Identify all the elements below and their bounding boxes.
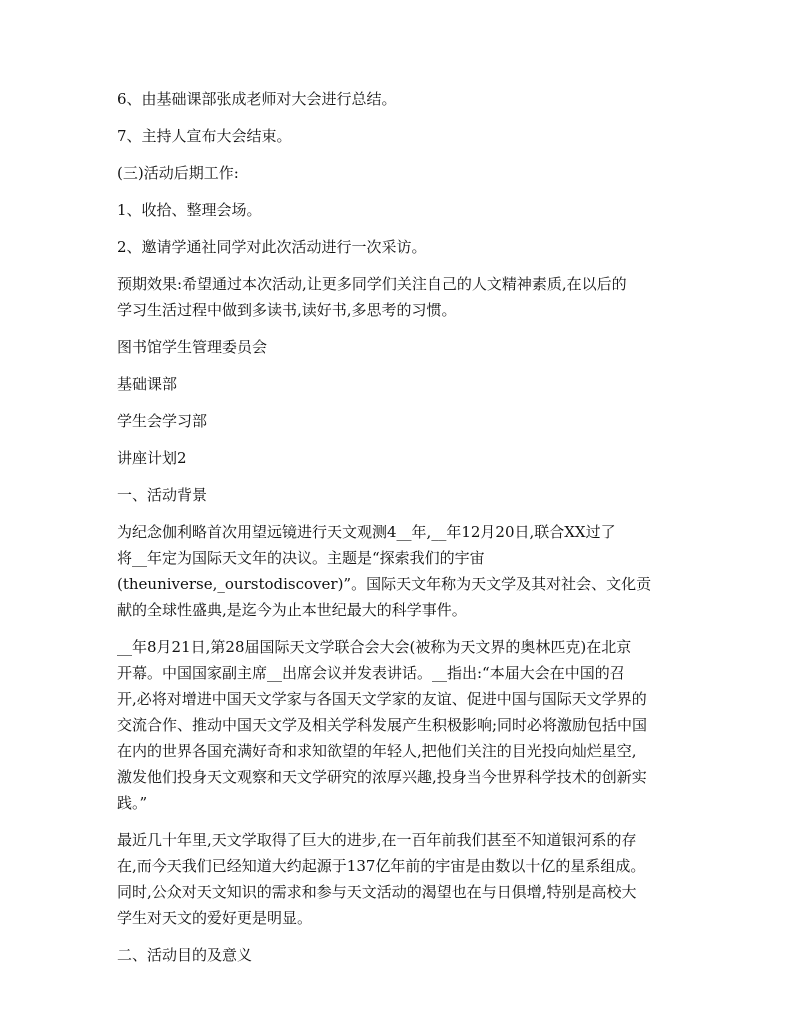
paragraph bbox=[117, 634, 677, 816]
text-line: 为纪念伽利略首次用望远镜进行天文观测4__年,__年12月20日,联合XX过了 bbox=[117, 523, 616, 541]
text-line: 6、由基础课部张成老师对大会进行总结。 bbox=[117, 90, 397, 108]
text-line: 2、邀请学通社同学对此次活动进行一次采访。 bbox=[117, 238, 427, 256]
paragraph bbox=[117, 197, 677, 223]
text-line: 图书馆学生管理委员会 bbox=[117, 338, 268, 356]
text-line: 学生会学习部 bbox=[117, 412, 208, 430]
paragraph bbox=[117, 160, 677, 186]
text-line: 同时,公众对天文知识的需求和参与天文活动的渴望也在与日俱增,特别是高校大 bbox=[117, 883, 637, 901]
text-line: 学生对天文的爱好更是明显。 bbox=[117, 909, 313, 927]
text-line: 激发他们投身天文观察和天文学研究的浓厚兴趣,投身当今世界科学技术的创新实 bbox=[117, 768, 647, 786]
paragraph bbox=[117, 827, 677, 931]
text-line: 一、活动背景 bbox=[117, 486, 208, 504]
paragraph bbox=[117, 271, 677, 323]
text-line: 最近几十年里,天文学取得了巨大的进步,在一百年前我们甚至不知道银河系的存 bbox=[117, 831, 637, 849]
text-line: 二、活动目的及意义 bbox=[117, 946, 253, 964]
text-line: 预期效果:希望通过本次活动,让更多同学们关注自己的人文精神素质,在以后的 bbox=[117, 275, 627, 293]
text-line: (theuniverse,_ourstodiscover)”。国际天文年称为天文学及其对社会、文化贡 bbox=[117, 575, 652, 593]
paragraph bbox=[117, 334, 677, 360]
text-line: 讲座计划2 bbox=[117, 449, 187, 467]
paragraph bbox=[117, 942, 677, 968]
text-line: 将__年定为国际天文年的决议。主题是“探索我们的宇宙 bbox=[117, 549, 485, 567]
paragraph bbox=[117, 86, 677, 112]
text-line: 学习生活过程中做到多读书,读好书,多思考的习惯。 bbox=[117, 301, 457, 319]
text-line: 献的全球性盛典,是迄今为止本世纪最大的科学事件。 bbox=[117, 601, 467, 619]
text-line: 开,必将对增进中国天文学家与各国天文学家的友谊、促进中国与国际天文学界的 bbox=[117, 690, 647, 708]
paragraph bbox=[117, 519, 677, 623]
paragraph bbox=[117, 482, 677, 508]
paragraph bbox=[117, 234, 677, 260]
paragraph bbox=[117, 371, 677, 397]
text-line: 7、主持人宣布大会结束。 bbox=[117, 127, 292, 145]
text-line: 开幕。中国国家副主席__出席会议并发表讲话。__指出:“本届大会在中国的召 bbox=[117, 664, 625, 682]
text-line: (三)活动后期工作: bbox=[117, 164, 239, 182]
text-line: 在内的世界各国充满好奇和求知欲望的年轻人,把他们关注的目光投向灿烂星空, bbox=[117, 742, 637, 760]
text-line: __年8月21日,第28届国际天文学联合会大会(被称为天文界的奥林匹克)在北京 bbox=[117, 638, 632, 656]
paragraph bbox=[117, 445, 677, 471]
document-page bbox=[117, 86, 677, 979]
paragraph bbox=[117, 123, 677, 149]
text-line: 1、收拾、整理会场。 bbox=[117, 201, 262, 219]
text-line: 基础课部 bbox=[117, 375, 178, 393]
paragraph bbox=[117, 408, 677, 434]
text-line: 践。” bbox=[117, 794, 148, 812]
text-line: 在,而今天我们已经知道大约起源于137亿年前的宇宙是由数以十亿的星系组成。 bbox=[117, 857, 646, 875]
text-line: 交流合作、推动中国天文学及相关学科发展产生积极影响;同时必将激励包括中国 bbox=[117, 716, 648, 734]
